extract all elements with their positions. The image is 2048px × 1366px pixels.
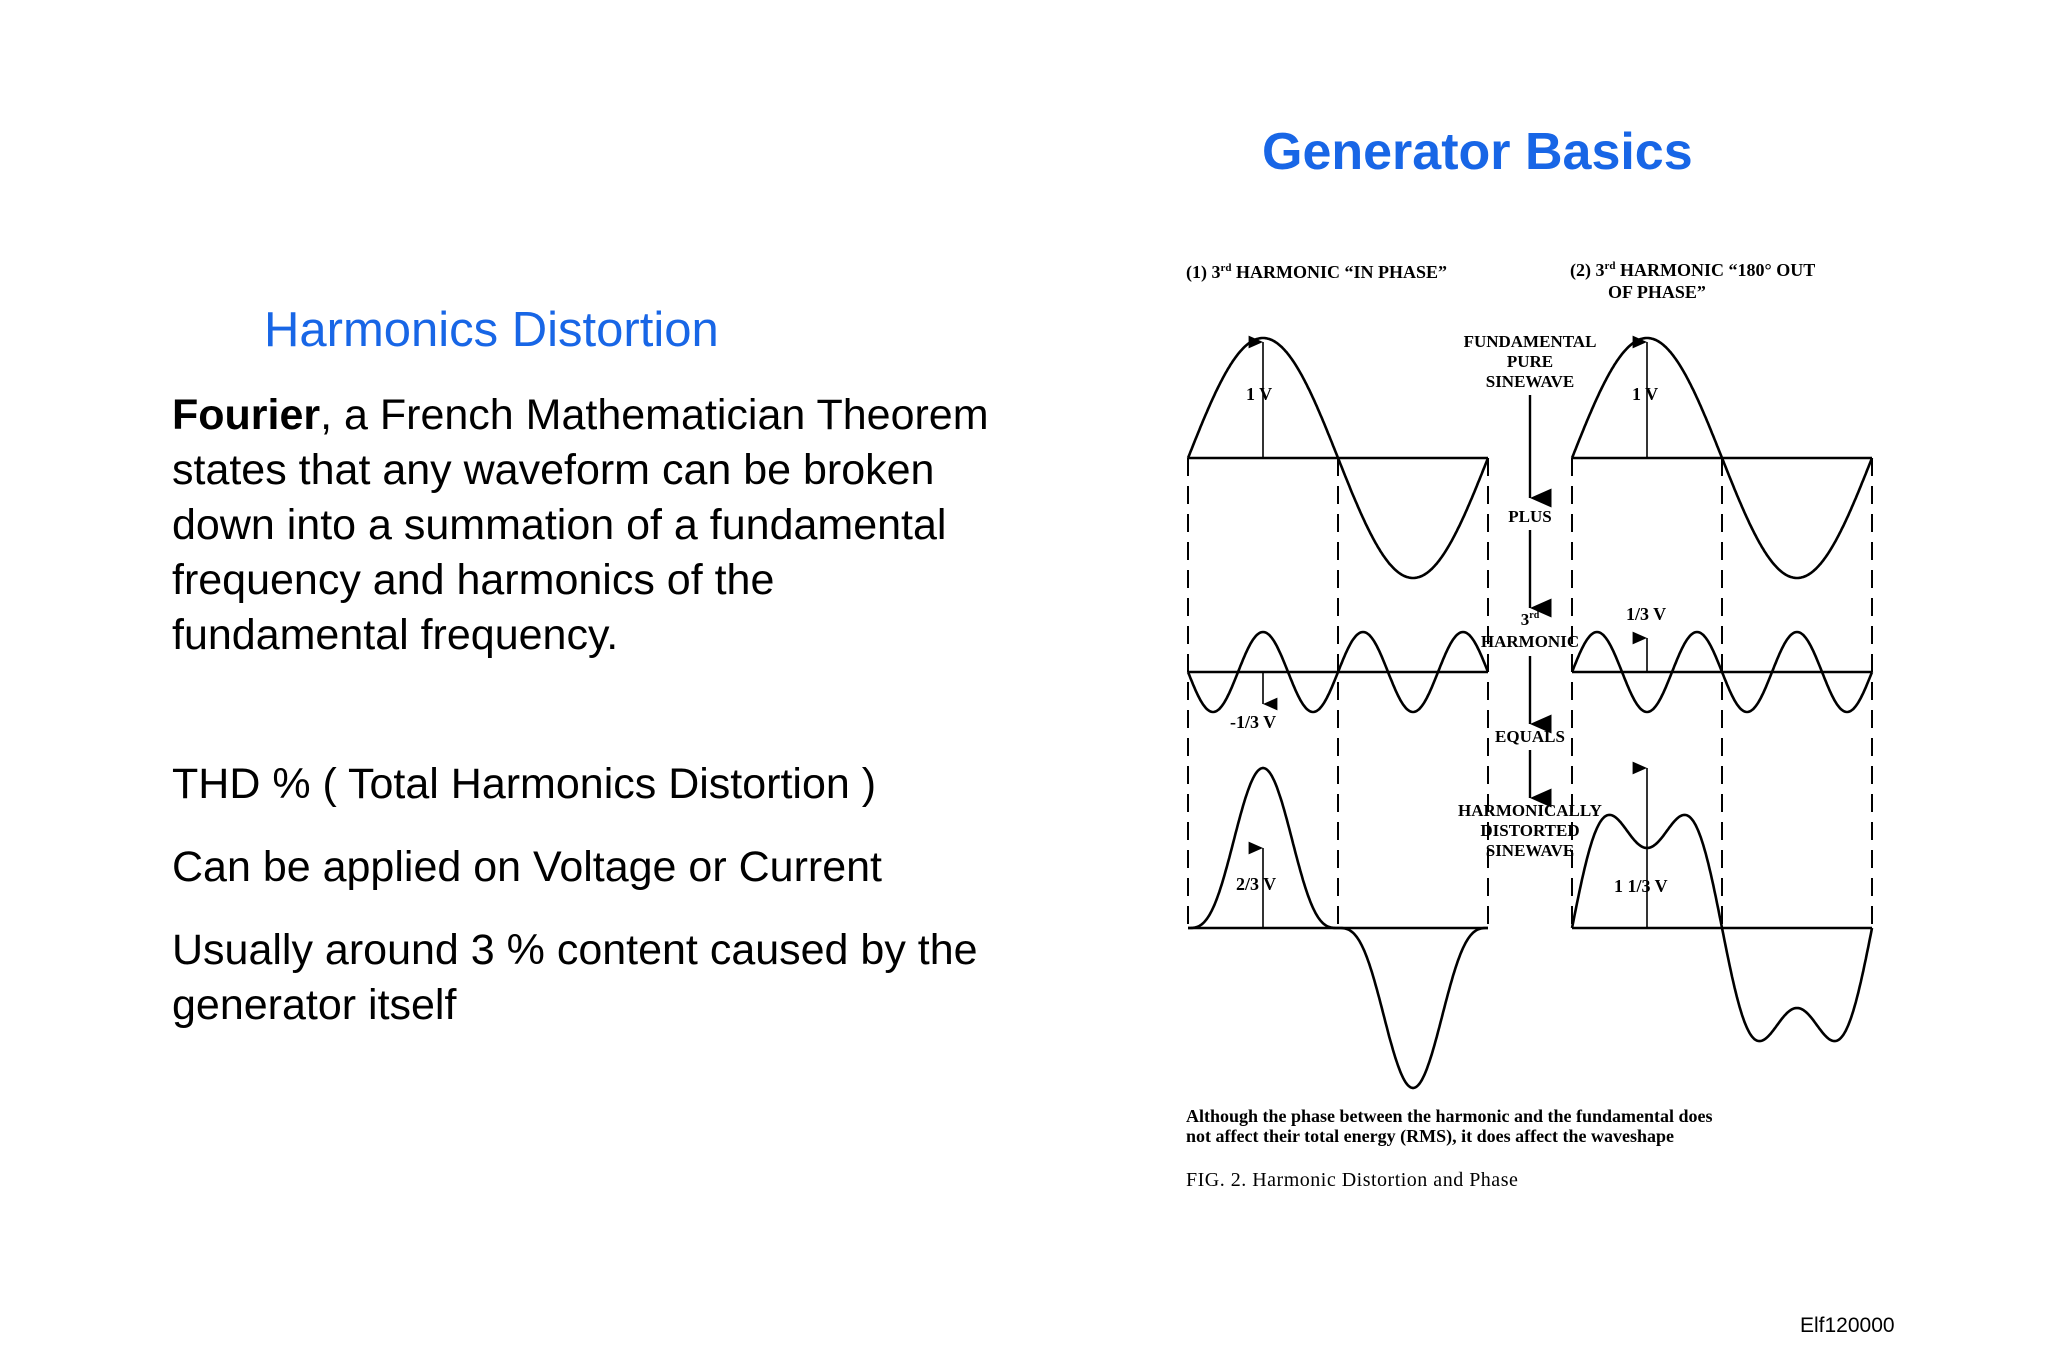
center-distorted-label-3: SINEWAVE bbox=[1485, 841, 1575, 860]
section-subtitle: Harmonics Distortion bbox=[264, 303, 719, 357]
footer-code: Elf120000 bbox=[1800, 1314, 1895, 1337]
right-harmonic-amplitude-label: 1/3 V bbox=[1626, 604, 1667, 624]
center-equals-label: EQUALS bbox=[1495, 727, 1565, 746]
fourier-paragraph bbox=[172, 388, 1012, 663]
right-panel-header: (2) 3rd HARMONIC “180° OUT bbox=[1570, 260, 1816, 280]
left-harmonic-amplitude-label: -1/3 V bbox=[1230, 712, 1277, 732]
left-panel-header: (1) 3rd HARMONIC “IN PHASE” bbox=[1186, 262, 1448, 282]
caption-line-1: Although the phase between the harmonic and the fundamental does bbox=[1186, 1106, 1713, 1126]
caption-line-2: not affect their total energy (RMS), it does affect the waveshape bbox=[1186, 1126, 1675, 1146]
right-result-amplitude-label: 1 1/3 V bbox=[1614, 876, 1668, 896]
center-fundamental-label-2: PURE bbox=[1506, 352, 1554, 371]
center-fundamental-label-1: FUNDAMENTAL bbox=[1463, 332, 1597, 351]
fourier-rest: , a French Mathematician Theorem states that any waveform can be broken down into a summation of a fundamental frequency and harmonics of the fundamental frequency. bbox=[172, 391, 989, 659]
center-distorted-label-2: DISTORTED bbox=[1480, 821, 1580, 840]
applied-line: Can be applied on Voltage or Current bbox=[172, 843, 882, 891]
figure-label: FIG. 2. Harmonic Distortion and Phase bbox=[1186, 1169, 1519, 1191]
center-harmonic-label: HARMONIC bbox=[1480, 632, 1580, 651]
right-fundamental-amplitude-label: 1 V bbox=[1632, 384, 1659, 404]
center-third-label: 3rd bbox=[1520, 610, 1540, 629]
thd-line: THD % ( Total Harmonics Distortion ) bbox=[172, 760, 877, 808]
center-distorted-label-1: HARMONICALLY bbox=[1458, 801, 1602, 820]
center-fundamental-label-3: SINEWAVE bbox=[1485, 372, 1575, 391]
left-result-amplitude-label: 2/3 V bbox=[1236, 874, 1277, 894]
center-plus-label: PLUS bbox=[1508, 507, 1552, 526]
left-fundamental-amplitude-label: 1 V bbox=[1246, 384, 1273, 404]
fourier-bold: Fourier bbox=[172, 391, 321, 439]
usually-line: Usually around 3 % content caused by the generator itself bbox=[172, 926, 978, 1029]
page-title: Generator Basics bbox=[1262, 123, 1693, 181]
harmonic-distortion-figure bbox=[1170, 240, 1930, 1220]
right-panel-header-line2: OF PHASE” bbox=[1608, 282, 1706, 302]
